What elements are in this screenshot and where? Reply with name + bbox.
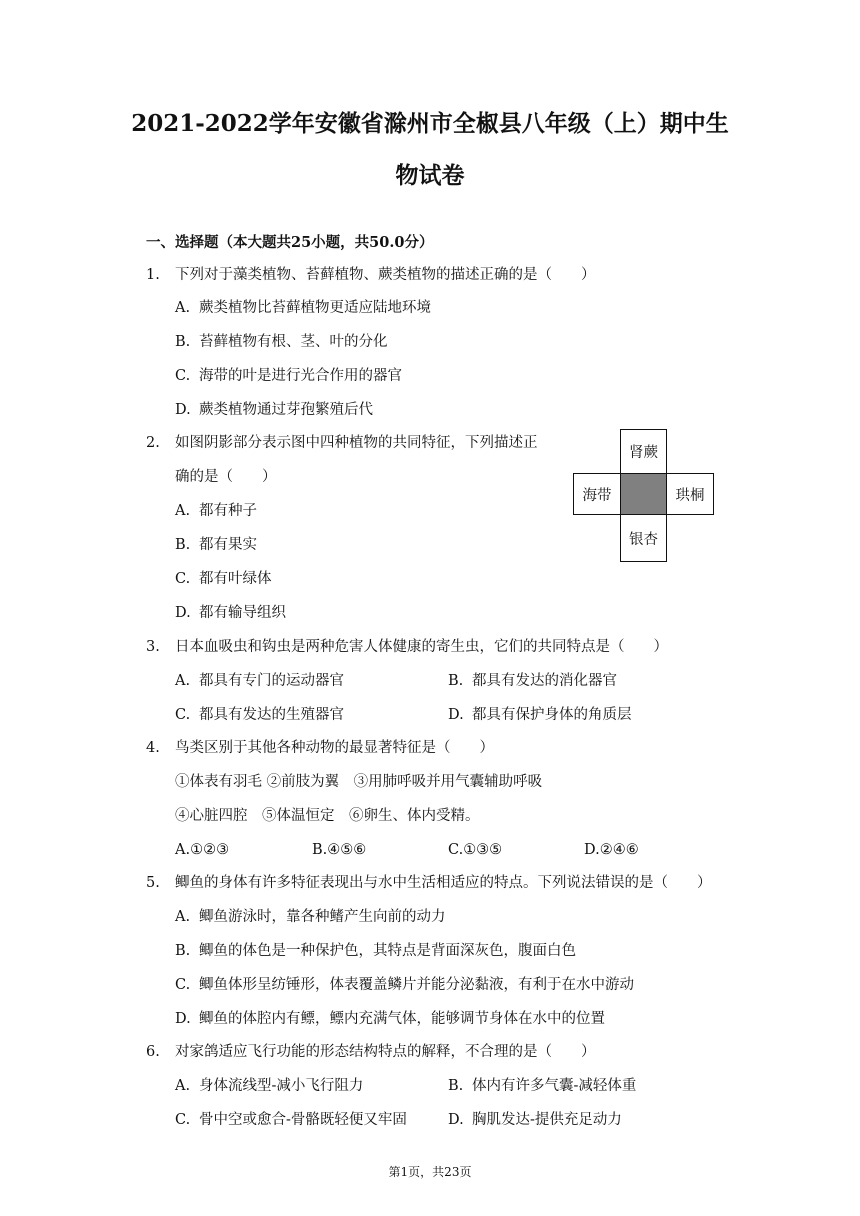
option-d [175, 400, 373, 420]
option-text: 都具有发达的生殖器官 [199, 707, 344, 723]
option-b [175, 332, 388, 352]
question-stem-cont: 确的是（ ） [175, 469, 277, 485]
option-letter: A. [175, 1078, 191, 1094]
option-text: ①②③ [190, 842, 230, 858]
option-a [175, 907, 446, 927]
option-text: 鲫鱼体形呈纺锤形，体表覆盖鳞片并能分泌黏液，有利于在水中游动 [199, 977, 634, 993]
option-a [175, 501, 257, 521]
option-letter: A. [175, 300, 191, 316]
option-c [175, 975, 634, 995]
question-number: 4. [146, 740, 160, 756]
option-b [175, 941, 576, 961]
question-stem: 日本血吸虫和钩虫是两种危害人体健康的寄生虫，它们的共同特点是（ ） [175, 639, 668, 655]
option-text: 蕨类植物通过芽孢繁殖后代 [199, 402, 373, 418]
option-d [175, 603, 286, 623]
option-c [175, 366, 402, 386]
option-text: 都具有专门的运动器官 [199, 673, 344, 689]
option-letter: D. [175, 402, 191, 418]
option-letter: A. [175, 842, 191, 858]
option-text: ①③⑤ [463, 842, 503, 858]
option-letter: B. [312, 842, 328, 858]
option-text: 都具有发达的消化器官 [472, 673, 617, 689]
option-letter: D. [448, 1112, 464, 1128]
option-d [448, 1110, 622, 1130]
question-stem: 对家鸽适应飞行功能的形态结构特点的解释，不合理的是（ ） [175, 1044, 596, 1060]
option-letter: C. [175, 977, 191, 993]
option-letter: B. [175, 943, 191, 959]
question-number: 6. [146, 1044, 160, 1060]
option-d [448, 705, 632, 725]
option-b [175, 535, 257, 555]
option-text: 蕨类植物比苔藓植物更适应陆地环境 [199, 300, 431, 316]
figure-cell-bottom: 银杏 [620, 514, 667, 562]
option-c [175, 705, 344, 725]
option-c [175, 569, 272, 589]
option-text: 都有输导组织 [199, 605, 286, 621]
option-text: 海带的叶是进行光合作用的器官 [199, 368, 402, 384]
option-text: 鲫鱼的体色是一种保护色，其特点是背面深灰色，腹面白色 [199, 943, 576, 959]
figure-cell-right: 珙桐 [666, 473, 714, 515]
page-footer: 第1页，共23页 [388, 1165, 472, 1179]
option-a [175, 298, 431, 318]
option-text: ②④⑥ [599, 842, 639, 858]
option-letter: D. [175, 605, 191, 621]
option-text: ④⑤⑥ [327, 842, 367, 858]
question-stem: 鸟类区别于其他各种动物的最显著特征是（ ） [175, 740, 494, 756]
option-d [584, 840, 639, 860]
option-text: 苔藓植物有根、茎、叶的分化 [199, 334, 388, 350]
option-d [175, 1009, 605, 1029]
figure-cell-shaded [620, 473, 667, 515]
question-number: 2. [146, 435, 160, 451]
option-letter: A. [175, 503, 191, 519]
question-stem: 下列对于藻类植物、苔藓植物、蕨类植物的描述正确的是（ ） [175, 267, 596, 283]
question-number: 1. [146, 267, 160, 283]
plant-cross-figure [573, 429, 714, 562]
figure-cell-left: 海带 [573, 473, 621, 515]
option-text: 体内有许多气囊-减轻体重 [472, 1078, 637, 1094]
option-letter: C. [175, 1112, 191, 1128]
option-letter: A. [175, 673, 191, 689]
section-heading: 一、选择题（本大题共25小题，共50.0分） [146, 234, 434, 251]
option-text: 都具有保护身体的角质层 [472, 707, 632, 723]
option-letter: B. [175, 537, 191, 553]
option-text: 都有叶绿体 [199, 571, 272, 587]
question-number: 3. [146, 639, 160, 655]
option-b [448, 1076, 636, 1096]
question-stem: 鲫鱼的身体有许多特征表现出与水中生活相适应的特点。下列说法错误的是（ ） [175, 875, 712, 891]
option-a [175, 671, 344, 691]
option-text: 骨中空或愈合-骨骼既轻便又牢固 [199, 1112, 407, 1128]
option-text: 鲫鱼的体腔内有鳔，鳔内充满气体，能够调节身体在水中的位置 [199, 1011, 605, 1027]
figure-cell-top: 肾蕨 [620, 429, 667, 474]
option-letter: B. [448, 673, 464, 689]
option-letter: B. [448, 1078, 464, 1094]
question-stem: 如图阴影部分表示图中四种植物的共同特征，下列描述正 [175, 435, 538, 451]
option-a [175, 840, 229, 860]
option-letter: B. [175, 334, 191, 350]
option-text: 都有种子 [199, 503, 257, 519]
option-letter: C. [448, 842, 464, 858]
title-line-2: 物试卷 [395, 162, 465, 189]
option-a [175, 1076, 363, 1096]
option-b [312, 840, 366, 860]
option-text: 身体流线型-减小飞行阻力 [199, 1078, 364, 1094]
option-letter: C. [175, 368, 191, 384]
page-title [100, 98, 760, 202]
option-letter: C. [175, 571, 191, 587]
option-b [448, 671, 617, 691]
question-sub-2: ④心脏四腔 ⑤体温恒定 ⑥卵生、体内受精。 [175, 808, 480, 824]
option-letter: D. [175, 1011, 191, 1027]
question-sub-1: ①体表有羽毛 ②前肢为翼 ③用肺呼吸并用气囊辅助呼吸 [175, 774, 543, 790]
option-c [448, 840, 502, 860]
option-letter: D. [584, 842, 600, 858]
question-number: 5. [146, 875, 160, 891]
option-text: 鲫鱼游泳时，靠各种鳍产生向前的动力 [199, 909, 446, 925]
option-letter: C. [175, 707, 191, 723]
option-text: 胸肌发达-提供充足动力 [472, 1112, 622, 1128]
option-letter: A. [175, 909, 191, 925]
title-line-1: 2021-2022学年安徽省滁州市全椒县八年级（上）期中生 [131, 110, 729, 137]
option-letter: D. [448, 707, 464, 723]
option-c [175, 1110, 407, 1130]
option-text: 都有果实 [199, 537, 257, 553]
